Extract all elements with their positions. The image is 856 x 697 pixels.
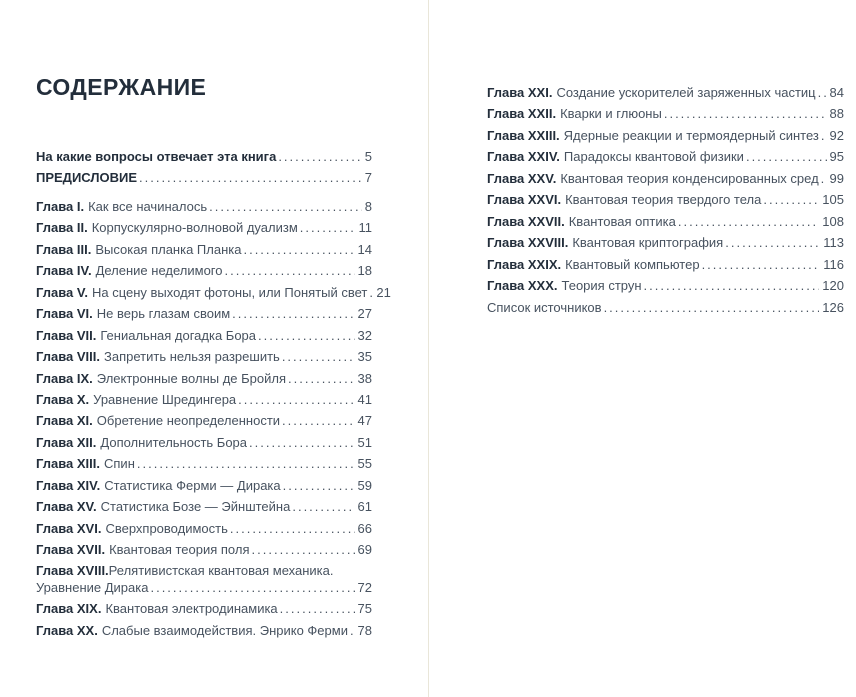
chapter-label: Глава XVII. bbox=[36, 542, 106, 558]
chapter-label: Глава XV. bbox=[36, 499, 97, 515]
toc-entry-line bbox=[36, 282, 391, 303]
chapter-title: Статистика Бозе — Эйнштейна bbox=[100, 499, 291, 515]
chapter-label: Глава XXI. bbox=[487, 85, 553, 100]
page-number: 75 bbox=[357, 601, 372, 617]
dot-leader bbox=[300, 217, 356, 238]
toc-entry-line bbox=[487, 82, 844, 103]
toc-entry-line bbox=[36, 196, 372, 217]
chapter-label: Глава VIII. bbox=[36, 349, 100, 365]
page-number: 51 bbox=[357, 434, 372, 450]
chapter-label: Глава XI. bbox=[36, 413, 93, 429]
chapter-label: Глава XXIV. bbox=[487, 149, 560, 165]
toc-entry-line bbox=[36, 518, 372, 539]
page-number: 35 bbox=[357, 349, 372, 365]
page-number: 92 bbox=[829, 127, 844, 143]
toc-entry-line bbox=[36, 217, 372, 238]
toc-entry bbox=[36, 561, 372, 599]
dot-leader bbox=[258, 325, 355, 346]
dot-leader bbox=[725, 232, 820, 253]
chapter-title: Не верь глазам своим bbox=[96, 306, 231, 322]
dot-leader bbox=[604, 297, 820, 318]
page-number: 18 bbox=[357, 263, 372, 279]
toc-right-column bbox=[487, 82, 844, 318]
page-number: 8 bbox=[364, 198, 372, 214]
toc-entry bbox=[36, 217, 372, 238]
chapter-title: Квантовая теория конденсированных сред bbox=[560, 170, 819, 186]
chapter-title: Электронные волны де Бройля bbox=[96, 370, 287, 386]
chapter-title: Гениальная догадка Бора bbox=[100, 327, 257, 343]
toc-entry-line bbox=[487, 168, 844, 189]
page-number: 78 bbox=[357, 622, 372, 638]
chapter-label: Глава XIV. bbox=[36, 477, 101, 493]
page-number: 105 bbox=[822, 192, 844, 208]
toc-entry bbox=[36, 196, 372, 217]
toc-entry-line bbox=[487, 146, 844, 167]
toc-entry bbox=[36, 539, 372, 560]
page-title: СОДЕРЖАНИЕ bbox=[36, 74, 207, 100]
dot-leader bbox=[230, 518, 355, 539]
chapter-title: Ядерные реакции и термоядерный синтез bbox=[563, 127, 819, 143]
chapter-title: Корпускулярно-волновой дуализм bbox=[91, 220, 298, 236]
toc-entry bbox=[36, 432, 372, 453]
chapter-title: Квантовая криптография bbox=[572, 235, 724, 251]
toc-entry-line bbox=[487, 189, 844, 210]
chapter-label: Глава XVI. bbox=[36, 520, 102, 536]
toc-entry-line bbox=[36, 167, 372, 188]
dot-leader bbox=[225, 260, 355, 281]
page-number: 41 bbox=[357, 391, 372, 407]
chapter-title: Как все начиналось bbox=[88, 198, 208, 214]
chapter-label: Глава I. bbox=[36, 198, 85, 214]
chapter-label: Глава IX. bbox=[36, 370, 93, 386]
chapter-label: Глава XXIII. bbox=[487, 127, 560, 143]
dot-leader bbox=[644, 275, 820, 296]
toc-entry-line bbox=[36, 496, 372, 517]
page-number: 5 bbox=[364, 149, 372, 164]
dot-leader bbox=[232, 303, 354, 324]
chapter-label: Глава X. bbox=[36, 391, 90, 407]
chapter-label: Глава III. bbox=[36, 241, 92, 257]
dot-leader bbox=[283, 475, 355, 496]
toc-entry-line bbox=[487, 297, 844, 318]
dot-leader bbox=[282, 346, 355, 367]
chapter-title: Квантовый компьютер bbox=[565, 256, 700, 272]
chapter-label: Глава XXV. bbox=[487, 170, 557, 186]
chapter-title-continued: Уравнение Дирака bbox=[36, 580, 149, 596]
chapter-label: Глава XXVIII. bbox=[487, 235, 569, 251]
page-number: 126 bbox=[822, 299, 844, 315]
page-number: 61 bbox=[357, 499, 372, 515]
chapter-title: Теория струн bbox=[561, 278, 642, 294]
toc-entry bbox=[36, 496, 372, 517]
dot-leader bbox=[818, 82, 827, 103]
toc-entry-line bbox=[36, 432, 372, 453]
toc-entry-line bbox=[36, 368, 372, 389]
page-number: 88 bbox=[829, 106, 844, 122]
dot-leader bbox=[702, 254, 821, 275]
chapter-title: Квантовая оптика bbox=[568, 213, 676, 229]
toc-entry-line bbox=[36, 303, 372, 324]
toc-entry-line bbox=[36, 620, 372, 641]
toc-entry bbox=[36, 389, 372, 410]
toc-entry bbox=[36, 260, 372, 281]
chapter-title: Квантовая теория поля bbox=[109, 542, 250, 558]
toc-entry-line bbox=[36, 239, 372, 260]
toc-entry-line bbox=[36, 410, 372, 431]
page-number: 69 bbox=[357, 542, 372, 558]
chapter-label: Глава V. bbox=[36, 284, 88, 300]
chapter-title: Спин bbox=[104, 456, 135, 472]
dot-leader bbox=[292, 496, 354, 517]
page-number: 113 bbox=[823, 235, 844, 251]
chapter-label: Глава XVIII. bbox=[36, 562, 109, 578]
page-number: 11 bbox=[358, 220, 372, 236]
toc-entry bbox=[36, 167, 372, 188]
chapter-title: Дополнительность Бора bbox=[100, 434, 248, 450]
page-number: 38 bbox=[357, 370, 372, 386]
toc-entry bbox=[36, 239, 372, 260]
toc-entry-line bbox=[36, 453, 372, 474]
chapter-label: Глава VI. bbox=[36, 306, 93, 322]
toc-entry-line bbox=[36, 539, 372, 560]
chapter-label: Глава XIII. bbox=[36, 456, 100, 472]
page-number: 116 bbox=[823, 256, 844, 272]
dot-leader bbox=[238, 389, 354, 410]
toc-entry-line bbox=[36, 475, 372, 496]
dot-leader bbox=[288, 368, 355, 389]
page-number: 84 bbox=[829, 85, 844, 100]
dot-leader bbox=[252, 539, 355, 560]
toc-entry-line bbox=[36, 346, 372, 367]
toc-entry bbox=[36, 475, 372, 496]
toc-entry bbox=[36, 410, 372, 431]
toc-entry bbox=[36, 325, 372, 346]
toc-entry bbox=[487, 232, 844, 253]
page-number: 55 bbox=[357, 456, 372, 472]
chapter-title: Деление неделимого bbox=[95, 263, 223, 279]
page-number: 21 bbox=[376, 284, 391, 300]
toc-entry-line-continued bbox=[36, 579, 372, 597]
toc-entry-line bbox=[487, 275, 844, 296]
chapter-title: Список источников bbox=[487, 299, 602, 315]
chapter-title: Высокая планка Планка bbox=[95, 241, 242, 257]
toc-entry-line bbox=[36, 146, 372, 167]
dot-leader bbox=[249, 432, 355, 453]
chapter-label: На какие вопросы отвечает эта книга bbox=[36, 149, 277, 164]
chapter-label: Глава XII. bbox=[36, 434, 97, 450]
chapter-title: Слабые взаимодействия. Энрико Ферми bbox=[101, 622, 348, 638]
page-number: 27 bbox=[357, 306, 372, 322]
page-number: 32 bbox=[357, 327, 372, 343]
toc-entry bbox=[487, 146, 844, 167]
toc-entry bbox=[36, 518, 372, 539]
toc-entry bbox=[487, 275, 844, 296]
page-number: 7 bbox=[364, 170, 372, 186]
dot-leader bbox=[282, 410, 354, 431]
toc-entry bbox=[36, 598, 372, 619]
chapter-title: Квантовая электродинамика bbox=[105, 601, 278, 617]
toc-entry-line bbox=[36, 598, 372, 619]
dot-leader bbox=[139, 167, 362, 188]
toc-entry bbox=[36, 368, 372, 389]
page-divider bbox=[428, 0, 429, 697]
dot-leader bbox=[280, 598, 355, 619]
chapter-title: Статистика Ферми — Дирака bbox=[104, 477, 281, 493]
page-number: 59 bbox=[357, 477, 372, 493]
chapter-title: Квантовая теория твердого тела bbox=[565, 192, 762, 208]
toc-entry-line bbox=[36, 389, 372, 410]
chapter-title: Обретение неопределенности bbox=[96, 413, 281, 429]
toc-entry bbox=[487, 168, 844, 189]
toc-entry-line bbox=[487, 211, 844, 232]
toc-entry-line bbox=[487, 103, 844, 124]
chapter-title: Уравнение Шредингера bbox=[93, 391, 237, 407]
chapter-label: Глава IV. bbox=[36, 263, 92, 279]
chapter-label: Глава XXX. bbox=[487, 278, 558, 294]
toc-entry-line bbox=[36, 260, 372, 281]
chapter-label: ПРЕДИСЛОВИЕ bbox=[36, 170, 137, 186]
toc-entry bbox=[36, 303, 372, 324]
chapter-label: Глава XXIX. bbox=[487, 256, 562, 272]
toc-entry-line bbox=[487, 232, 844, 253]
page-number: 47 bbox=[357, 413, 372, 429]
chapter-title: Парадоксы квантовой физики bbox=[563, 149, 744, 165]
dot-leader bbox=[678, 211, 819, 232]
toc-entry bbox=[36, 453, 372, 474]
chapter-label: Глава XIX. bbox=[36, 601, 102, 617]
chapter-title: Запретить нельзя разрешить bbox=[104, 349, 280, 365]
toc-entry bbox=[36, 346, 372, 367]
toc-entry bbox=[487, 125, 844, 146]
page-number: 72 bbox=[357, 580, 372, 596]
chapter-title: Кварки и глюоны bbox=[560, 106, 662, 122]
chapter-label: Глава XXII. bbox=[487, 106, 557, 122]
chapter-label: Глава II. bbox=[36, 220, 88, 236]
toc-entry bbox=[36, 282, 391, 303]
chapter-title: На сцену выходят фотоны, или Понятый свет bbox=[91, 284, 368, 300]
toc-entry bbox=[487, 103, 844, 124]
toc-entry-line bbox=[36, 562, 372, 580]
page-number: 108 bbox=[822, 213, 844, 229]
dot-leader bbox=[278, 146, 361, 167]
page-number: 99 bbox=[829, 170, 844, 186]
toc-entry bbox=[487, 189, 844, 210]
toc-entry bbox=[487, 254, 844, 275]
dot-leader bbox=[150, 579, 354, 597]
chapter-label: Глава XXVII. bbox=[487, 213, 565, 229]
chapter-title: Создание ускорителей заряженных частиц bbox=[556, 85, 816, 100]
page-number: 120 bbox=[822, 278, 844, 294]
toc-entry-line bbox=[487, 254, 844, 275]
chapter-title: Релятивистская квантовая механика. bbox=[108, 562, 334, 578]
toc-entry bbox=[36, 146, 372, 167]
toc-entry bbox=[487, 82, 844, 103]
page-number: 66 bbox=[357, 520, 372, 536]
toc-left-column bbox=[36, 146, 391, 641]
dot-leader bbox=[209, 196, 362, 217]
dot-leader bbox=[746, 146, 827, 167]
page-number: 14 bbox=[357, 241, 372, 257]
toc-entry bbox=[487, 297, 844, 318]
chapter-label: Глава XXVI. bbox=[487, 192, 562, 208]
page-number: 95 bbox=[829, 149, 844, 165]
dot-leader bbox=[243, 239, 354, 260]
dot-leader bbox=[137, 453, 355, 474]
chapter-label: Глава XX. bbox=[36, 622, 98, 638]
toc-entry bbox=[36, 620, 372, 641]
toc-entry-line bbox=[487, 125, 844, 146]
toc-entry-line bbox=[36, 325, 372, 346]
toc-entry bbox=[487, 211, 844, 232]
chapter-title: Сверхпроводимость bbox=[105, 520, 228, 536]
dot-leader bbox=[664, 103, 827, 124]
dot-leader bbox=[763, 189, 819, 210]
chapter-label: Глава VII. bbox=[36, 327, 97, 343]
